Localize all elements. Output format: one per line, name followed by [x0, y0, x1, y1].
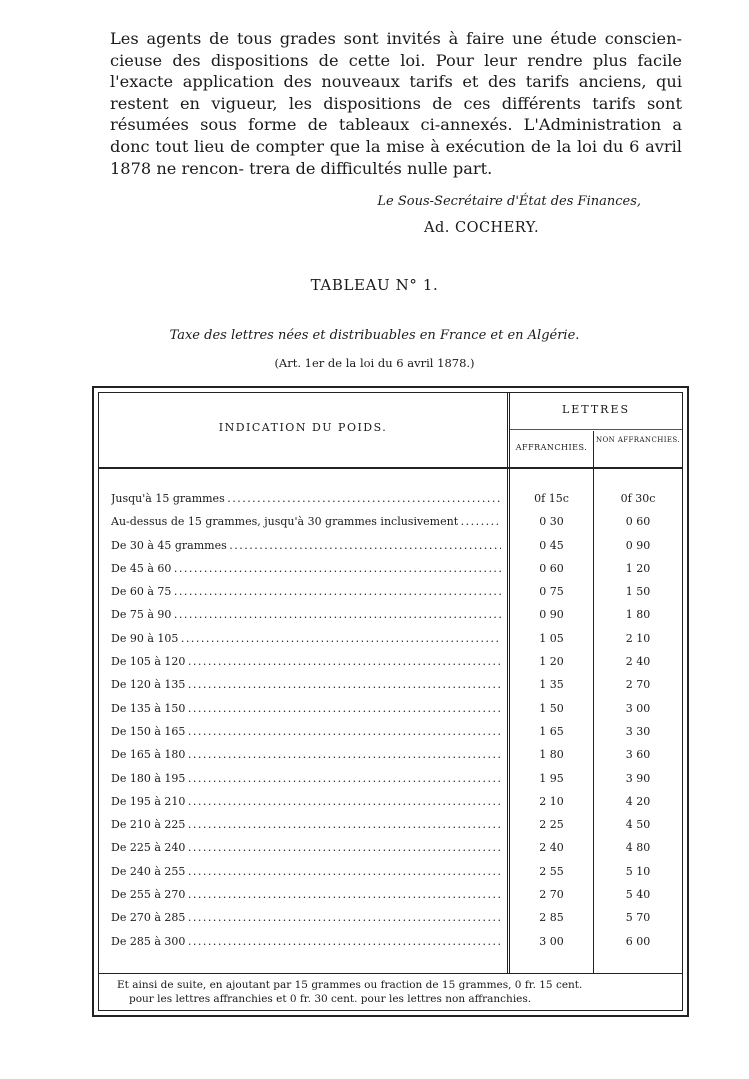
paid-rate-cell: 0 75 — [539, 585, 564, 599]
paid-rate-cell: 2 70 — [539, 888, 564, 902]
unpaid-rate-cell: 3 30 — [625, 724, 651, 738]
table-row — [99, 673, 682, 696]
intro-line: Les agents de tous grades sont invités à faire une étude conscien- — [110, 29, 682, 48]
paid-rate-cell: 1 05 — [539, 631, 564, 645]
table-row — [99, 534, 682, 557]
unpaid-rate-cell: 6 00 — [625, 934, 651, 948]
intro-paragraph — [110, 28, 682, 179]
header-divider — [99, 467, 682, 469]
weight-cell: De 195 à 210 . . . — [111, 790, 501, 813]
weight-cell: De 225 à 240 . . . — [111, 836, 501, 859]
unpaid-rate-cell: 3 00 — [625, 701, 651, 715]
weight-cell: Au-dessus de 15 grammes, jusqu'à 30 grammes inclusivement . . . — [111, 510, 501, 533]
table-row — [99, 650, 682, 673]
table-row — [99, 603, 682, 626]
unpaid-rate-cell: 4 80 — [625, 841, 651, 855]
table-row — [99, 627, 682, 650]
weight-cell: De 105 à 120 . . . — [111, 650, 501, 673]
weight-cell: De 90 à 105 . . . — [111, 627, 501, 650]
weight-cell: De 120 à 135 . . . — [111, 673, 501, 696]
unpaid-rate-cell: 5 40 — [625, 888, 651, 902]
table-row — [99, 697, 682, 720]
weight-cell: De 285 à 300 . . . — [111, 930, 501, 953]
unpaid-rate-cell: 5 10 — [625, 864, 651, 878]
table-row — [99, 790, 682, 813]
footnote-line: Et ainsi de suite, en ajoutant par 15 grammes ou fraction de 15 grammes, 0 fr. 15 cent. — [117, 979, 583, 991]
paid-rate-cell: 2 40 — [539, 841, 564, 855]
unpaid-rate-cell: 1 20 — [625, 561, 651, 575]
header-weight: INDICATION DU POIDS. — [218, 421, 388, 434]
paid-rate-cell: 0 30 — [539, 515, 564, 529]
table-subtitle: Taxe des lettres nées et distribuables en France et en Algérie. — [169, 328, 580, 343]
unpaid-rate-cell: 0f 30c — [620, 492, 656, 505]
unpaid-rate-cell: 4 50 — [625, 818, 651, 832]
unpaid-rate-cell: 1 80 — [625, 608, 651, 622]
paid-rate-cell: 3 00 — [539, 934, 564, 948]
paid-rate-cell: 1 50 — [539, 701, 564, 715]
weight-cell: De 150 à 165 . . . — [111, 720, 501, 743]
paid-rate-cell: 1 35 — [539, 678, 564, 692]
table-row — [99, 487, 682, 510]
paid-rate-cell: 0 90 — [539, 608, 564, 622]
weight-cell: De 210 à 225 . . . — [111, 813, 501, 836]
paid-rate-cell: 1 95 — [539, 771, 564, 785]
signature-title: Le Sous-Secrétaire d'État des Finances, — [377, 194, 641, 209]
weight-cell: De 165 à 180 . . . — [111, 743, 501, 766]
paid-rate-cell: 2 25 — [539, 818, 564, 832]
unpaid-rate-cell: 0 60 — [625, 515, 651, 529]
table-row — [99, 813, 682, 836]
table-reference: (Art. 1er de la loi du 6 avril 1878.) — [274, 356, 475, 370]
table-row — [99, 557, 682, 580]
tariff-table — [92, 386, 689, 1017]
weight-cell: De 45 à 60 . . . — [111, 557, 501, 580]
weight-cell: De 255 à 270 . . . — [111, 883, 501, 906]
table-body — [99, 487, 682, 953]
header-unpaid: NON AFFRANCHIES. — [596, 436, 680, 444]
weight-cell: De 240 à 255 . . . — [111, 860, 501, 883]
weight-cell: De 75 à 90 . . . — [111, 603, 501, 626]
intro-line: application des nouveaux tarifs et des tarifs anciens, qui restent en — [110, 72, 682, 113]
unpaid-rate-cell: 3 60 — [625, 748, 651, 762]
unpaid-rate-cell: 5 70 — [625, 911, 651, 925]
table-row — [99, 883, 682, 906]
weight-cell: De 135 à 150 . . . — [111, 697, 501, 720]
paid-rate-cell: 0f 15c — [534, 492, 569, 505]
table-row — [99, 767, 682, 790]
intro-line: compter que la mise à exécution de la loi du 6 avril 1878 ne rencon- — [110, 136, 682, 178]
unpaid-rate-cell: 3 90 — [625, 771, 651, 785]
unpaid-rate-cell: 0 90 — [625, 538, 651, 552]
paid-rate-cell: 0 60 — [539, 561, 564, 575]
unpaid-rate-cell: 2 10 — [625, 631, 651, 645]
unpaid-rate-cell: 4 20 — [625, 794, 651, 808]
intro-line: cieuse des dispositions de cette loi. Pour leur rendre plus facile l'exacte — [110, 50, 682, 92]
paid-rate-cell: 1 20 — [539, 655, 564, 669]
paid-rate-cell: 2 55 — [539, 864, 564, 878]
header-letters: LETTRES — [561, 403, 631, 416]
unpaid-rate-cell: 2 40 — [625, 655, 651, 669]
table-title: TABLEAU N° 1. — [310, 276, 439, 294]
table-row — [99, 906, 682, 929]
paid-rate-cell: 2 85 — [539, 911, 564, 925]
paid-rate-cell: 2 10 — [539, 794, 564, 808]
intro-line: trera de difficultés nulle part. — [249, 158, 493, 178]
footnote-line: pour les lettres affranchies et 0 fr. 30 cent. pour les lettres non affranchies. — [129, 993, 532, 1005]
unpaid-rate-cell: 2 70 — [625, 678, 651, 692]
table-row — [99, 720, 682, 743]
weight-cell: De 180 à 195 . . . — [111, 767, 501, 790]
table-row — [99, 860, 682, 883]
paid-rate-cell: 1 80 — [539, 748, 564, 762]
weight-cell: De 30 à 45 grammes . . . — [111, 534, 501, 557]
table-row — [99, 836, 682, 859]
weight-cell: Jusqu'à 15 grammes . . . — [111, 487, 501, 510]
signature-name: Ad. COCHERY. — [424, 220, 540, 236]
unpaid-rate-cell: 1 50 — [625, 585, 651, 599]
table-row — [99, 930, 682, 953]
table-row — [99, 510, 682, 533]
intro-line: forme de tableaux ci-annexés. L'Administration a donc tout lieu de — [110, 115, 682, 156]
paid-rate-cell: 1 65 — [539, 724, 564, 738]
table-row — [99, 743, 682, 766]
weight-cell: De 60 à 75 . . . — [111, 580, 501, 603]
table-footnote — [117, 978, 672, 1006]
footer-divider — [99, 973, 682, 974]
tariff-table-inner — [98, 392, 683, 1011]
header-divider — [510, 429, 682, 430]
intro-line: vigueur, les dispositions de ces différents tarifs sont résumées sous — [110, 93, 682, 135]
weight-cell: De 270 à 285 . . . — [111, 906, 501, 929]
header-paid: AFFRANCHIES. — [515, 443, 588, 452]
paid-rate-cell: 0 45 — [539, 538, 564, 552]
table-row — [99, 580, 682, 603]
